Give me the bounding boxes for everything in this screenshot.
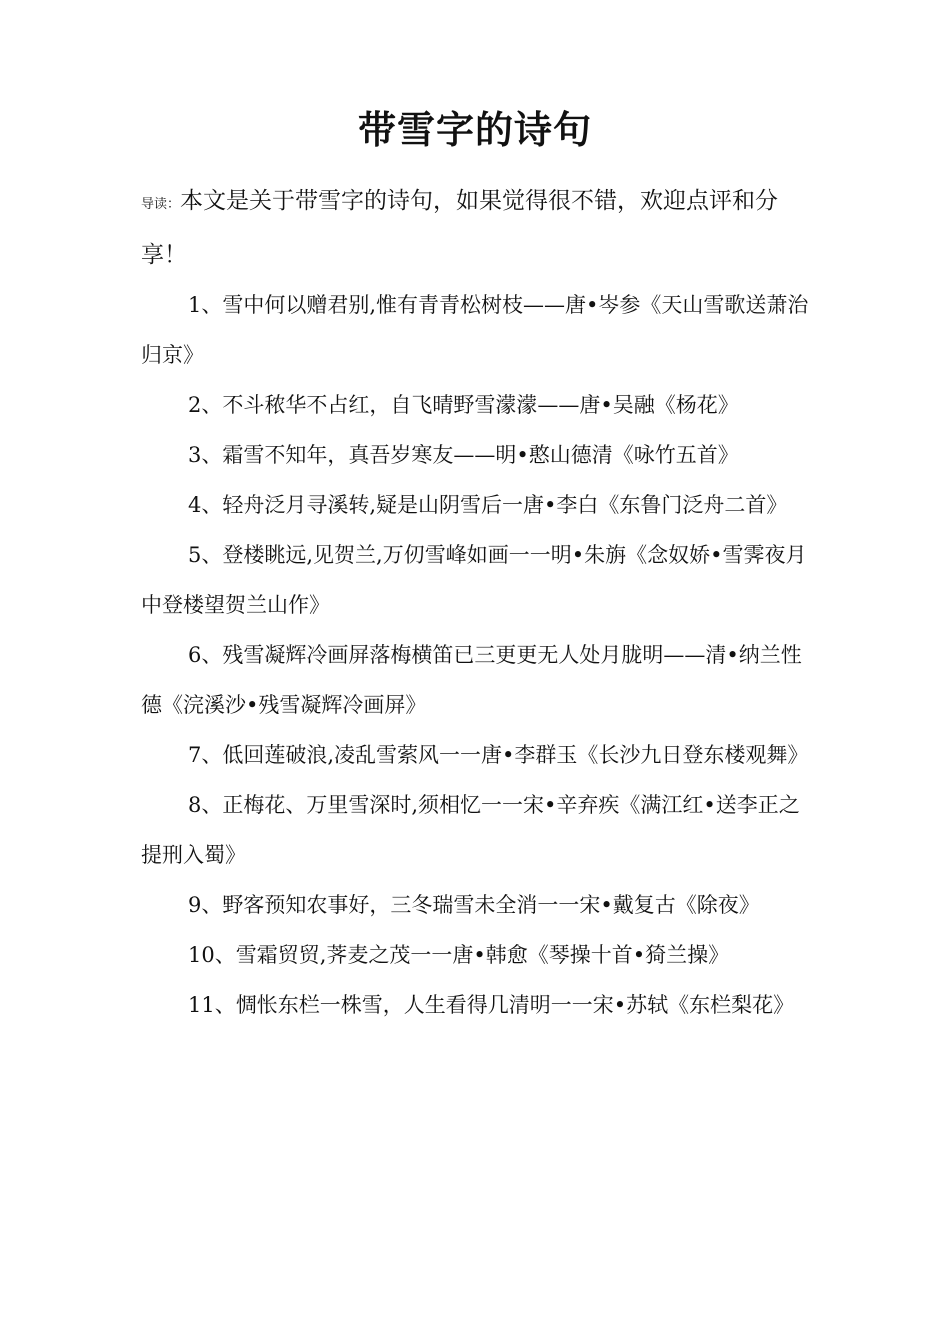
poem-line-3: 3、霜雪不知年，真吾岁寒友——明•憨山德清《咏竹五首》 — [188, 443, 739, 467]
document-title: 带雪字的诗句 — [357, 108, 592, 152]
poem-line-10: 10、雪霜贸贸,荠麦之茂一一唐•韩愈《琴操十首•猗兰操》 — [188, 943, 730, 967]
poem-line-4: 4、轻舟泛月寻溪转,疑是山阴雪后一唐•李白《东鲁门泛舟二首》 — [188, 493, 788, 517]
poem-line-9: 9、野客预知农事好，三冬瑞雪未全消一一宋•戴复古《除夜》 — [188, 893, 760, 917]
poem-line-2: 2、不斗秾华不占红，自飞晴野雪濛濛——唐•吴融《杨花》 — [188, 393, 739, 417]
poem-line-11: 11、惆怅东栏一株雪，人生看得几清明一一宋•苏轼《东栏梨花》 — [188, 993, 795, 1017]
intro-label: 导读： — [141, 197, 181, 212]
poem-line-1: 1、雪中何以赠君别,惟有青青松树枝——唐•岑参《天山雪歌送萧治归京》 — [141, 293, 809, 367]
intro-text: 本文是关于带雪字的诗句，如果觉得很不错，欢迎点评和分享！ — [141, 188, 779, 268]
poem-line-6: 6、残雪凝辉冷画屏落梅横笛已三更更无人处月胧明——清•纳兰性德《浣溪沙•残雪凝辉冷画屏》 — [141, 643, 802, 717]
poem-line-8: 8、正梅花、万里雪深时,须相忆一一宋•辛弃疾《满江红•送李正之提刑入蜀》 — [141, 793, 800, 867]
document-body — [141, 176, 811, 1030]
intro-paragraph — [141, 176, 811, 280]
poem-line-7: 7、低回莲破浪,凌乱雪萦风一一唐•李群玉《长沙九日登东楼观舞》 — [188, 743, 809, 767]
poem-line-5: 5、登楼眺远,见贺兰,万仞雪峰如画一一明•朱旃《念奴娇•雪霁夜月中登楼望贺兰山作》 — [141, 543, 807, 617]
